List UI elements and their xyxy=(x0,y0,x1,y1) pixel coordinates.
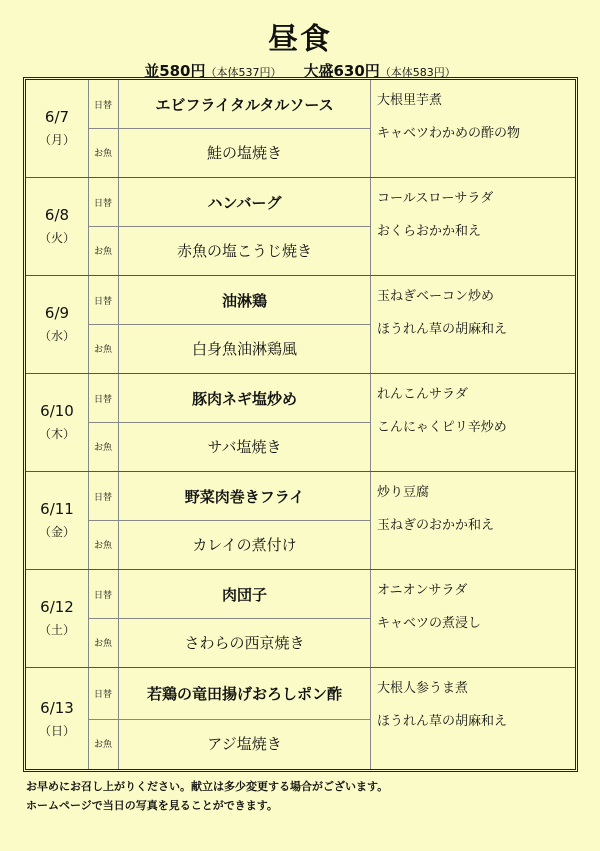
date-cell xyxy=(26,276,89,373)
date-cell xyxy=(26,374,89,471)
side-dish: ほうれん草の胡麻和え xyxy=(377,714,508,729)
weekday: （金） xyxy=(38,525,75,540)
date: 6/8 xyxy=(44,206,70,225)
category-label: 日替 xyxy=(88,472,119,520)
side-dishes xyxy=(370,178,575,275)
fish-row xyxy=(88,128,370,176)
fish-row xyxy=(88,324,370,372)
side-dish: れんこんサラダ xyxy=(377,387,468,402)
date-cell xyxy=(26,80,89,177)
large-price: 大盛630円 xyxy=(303,62,380,80)
category-label: 日替 xyxy=(88,668,119,719)
daily-row xyxy=(88,668,370,720)
date: 6/10 xyxy=(40,402,74,421)
side-dish: 大根人参うま煮 xyxy=(377,681,469,696)
fish-dish: サバ塩焼き xyxy=(207,437,282,456)
day-row xyxy=(26,276,575,374)
fish-dish: さわらの西京焼き xyxy=(184,633,305,652)
daily-dish: エビフライタルタルソース xyxy=(155,95,334,114)
weekday: （木） xyxy=(38,427,75,442)
side-dishes xyxy=(370,570,575,667)
category-label: お魚 xyxy=(88,520,119,568)
daily-row xyxy=(88,570,370,619)
daily-dish: 肉団子 xyxy=(221,585,267,604)
weekday: （月） xyxy=(38,133,75,148)
side-dishes xyxy=(370,374,575,471)
date-cell xyxy=(26,178,89,275)
day-row xyxy=(26,80,575,178)
date-cell xyxy=(26,570,89,667)
note-line: お早めにお召し上がりください。献立は多少変更する場合がございます。 xyxy=(26,780,389,793)
side-dish: キャベツわかめの酢の物 xyxy=(377,126,521,141)
side-dish: 炒り豆腐 xyxy=(377,485,430,500)
fish-dish: 赤魚の塩こうじ焼き xyxy=(176,241,312,260)
day-row xyxy=(26,570,575,668)
side-dishes xyxy=(370,276,575,373)
side-dish: こんにゃくピリ辛炒め xyxy=(377,420,507,435)
date: 6/12 xyxy=(40,598,74,617)
fish-row xyxy=(88,719,370,770)
date: 6/9 xyxy=(44,304,70,323)
day-row xyxy=(26,178,575,276)
category-label: お魚 xyxy=(88,226,119,274)
daily-dish: 油淋鶏 xyxy=(221,291,267,310)
fish-dish: カレイの煮付け xyxy=(192,535,297,554)
date: 6/7 xyxy=(44,108,70,127)
side-dish: ほうれん草の胡麻和え xyxy=(377,322,508,337)
daily-row xyxy=(88,80,370,129)
menu-table xyxy=(23,77,578,772)
category-label: 日替 xyxy=(88,178,119,226)
fish-row xyxy=(88,520,370,568)
category-label: 日替 xyxy=(88,374,119,422)
category-label: 日替 xyxy=(88,80,119,128)
category-label: お魚 xyxy=(88,719,119,770)
category-label: お魚 xyxy=(88,128,119,176)
page-title: 昼食 xyxy=(268,22,332,57)
date: 6/13 xyxy=(40,698,74,717)
regular-base-price: （本体537円） xyxy=(205,66,282,79)
side-dishes xyxy=(370,80,575,177)
weekday: （火） xyxy=(38,231,75,246)
side-dish: 玉ねぎのおかか和え xyxy=(377,518,495,533)
category-label: お魚 xyxy=(88,324,119,372)
side-dish: コールスローサラダ xyxy=(377,191,494,206)
side-dish: オニオンサラダ xyxy=(377,583,468,598)
weekday: （水） xyxy=(38,329,75,344)
daily-dish: 豚肉ネギ塩炒め xyxy=(191,389,297,408)
category-label: お魚 xyxy=(88,422,119,470)
category-label: 日替 xyxy=(88,570,119,618)
daily-dish: ハンバーグ xyxy=(207,193,282,212)
weekday: （日） xyxy=(38,723,75,738)
category-label: 日替 xyxy=(88,276,119,324)
date-cell xyxy=(26,472,89,569)
day-row xyxy=(26,374,575,472)
note-line: ホームページで当日の写真を見ることができます。 xyxy=(26,799,278,812)
side-dish: 大根里芋煮 xyxy=(377,93,443,108)
date: 6/11 xyxy=(40,500,74,519)
fish-row xyxy=(88,226,370,274)
category-label: お魚 xyxy=(88,618,119,666)
day-row xyxy=(26,668,575,769)
side-dish: おくらおかか和え xyxy=(377,224,482,239)
day-row xyxy=(26,472,575,570)
side-dishes xyxy=(370,668,575,769)
daily-dish: 野菜肉巻きフライ xyxy=(184,487,305,506)
fish-row xyxy=(88,422,370,470)
daily-row xyxy=(88,178,370,227)
fish-dish: アジ塩焼き xyxy=(207,735,282,754)
side-dish: キャベツの煮浸し xyxy=(377,616,482,631)
large-base-price: （本体583円） xyxy=(379,66,456,79)
daily-row xyxy=(88,276,370,325)
daily-dish: 若鶏の竜田揚げおろしポン酢 xyxy=(146,684,342,703)
side-dishes xyxy=(370,472,575,569)
daily-row xyxy=(88,472,370,521)
fish-row xyxy=(88,618,370,666)
footer-notes xyxy=(26,777,388,815)
fish-dish: 白身魚油淋鶏風 xyxy=(191,339,297,358)
regular-price: 並580円 xyxy=(144,62,206,80)
fish-dish: 鮭の塩焼き xyxy=(206,143,282,162)
weekday: （土） xyxy=(38,623,75,638)
daily-row xyxy=(88,374,370,423)
side-dish: 玉ねぎベーコン炒め xyxy=(377,289,495,304)
date-cell xyxy=(26,668,89,769)
